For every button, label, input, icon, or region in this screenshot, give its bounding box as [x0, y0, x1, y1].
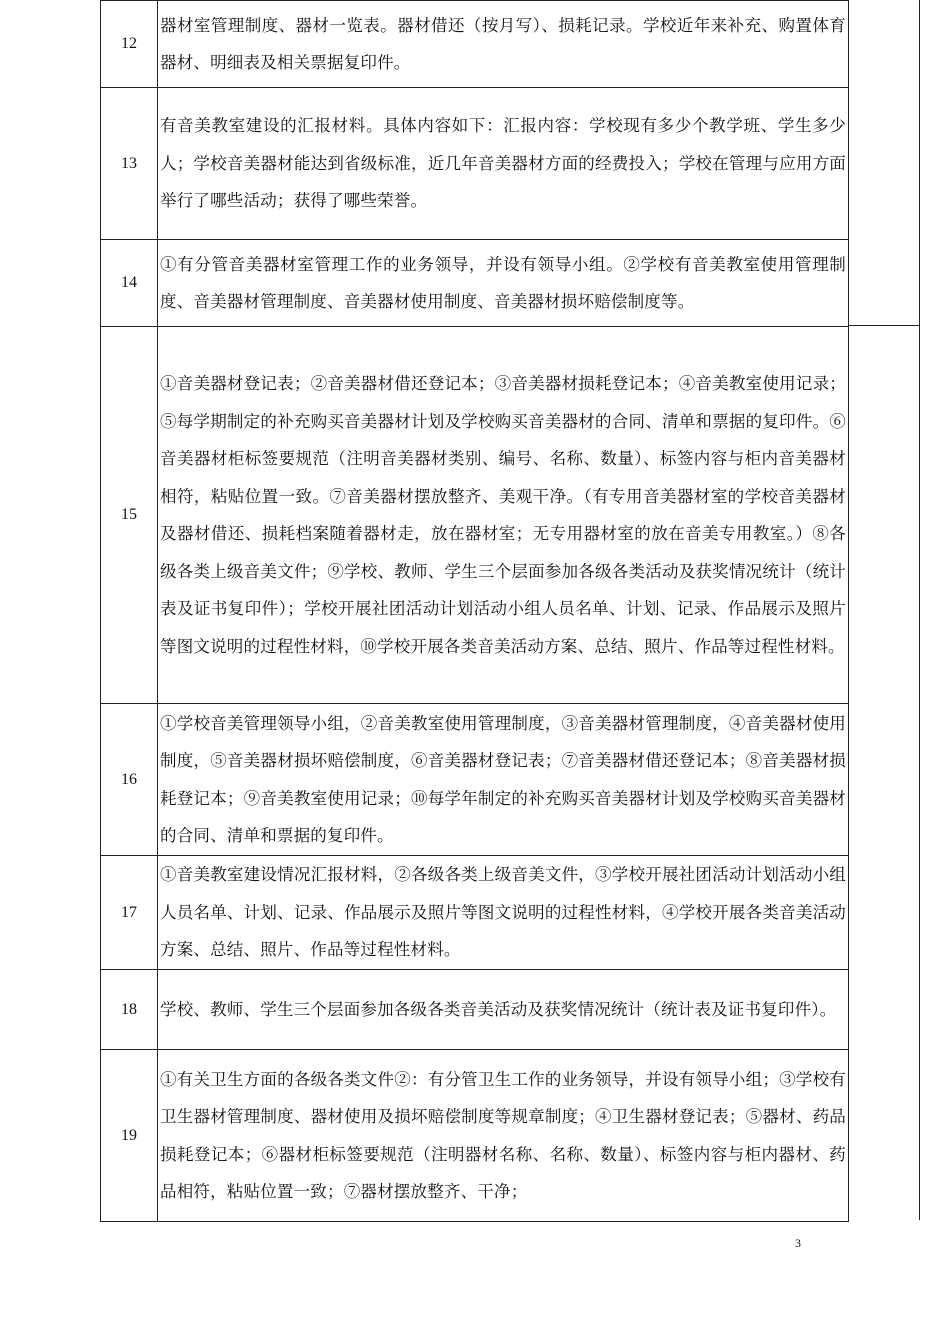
right-border-line — [919, 325, 920, 1220]
table-row — [101, 240, 849, 327]
row-number: 19 — [101, 1050, 158, 1222]
table-row — [101, 970, 849, 1050]
row-content: 学校、教师、学生三个层面参加各级各类音美活动及获奖情况统计（统计表及证书复印件）。 — [158, 970, 849, 1050]
row-number: 12 — [101, 1, 158, 88]
row-number: 14 — [101, 240, 158, 327]
row-content: 器材室管理制度、器材一览表。器材借还（按月写）、损耗记录。学校近年来补充、购置体育器材、明细表及相关票据复印件。 — [158, 1, 849, 88]
row-content: ①音美器材登记表；②音美器材借还登记本；③音美器材损耗登记本；④音美教室使用记录；⑤每学期制定的补充购买音美器材计划及学校购买音美器材的合同、清单和票据的复印件。⑥音美器材柜标签要规范（注明音美器材类别、编号、名称、数量）、标签内容与柜内音美器材相符，粘贴位置一致。⑦音美器材摆放整齐、美观干净。（有专用音美器材室的学校音美器材及器材借还、损耗档案随着器材走，放在器材室；无专用器材室的放在音美专用教室。）⑧各级各类上级音美文件；⑨学校、教师、学生三个层面参加各级各类活动及获奖情况统计（统计表及证书复印件）；学校开展社团活动计划活动小组人员名单、计划、记录、作品展示及照片等图文说明的过程性材料，⑩学校开展各类音美活动方案、总结、照片、作品等过程性材料。 — [158, 327, 849, 704]
row-number: 16 — [101, 704, 158, 856]
row-content: ①音美教室建设情况汇报材料，②各级各类上级音美文件，③学校开展社团活动计划活动小组人员名单、计划、记录、作品展示及照片等图文说明的过程性材料，④学校开展各类音美活动方案、总结、照片、作品等过程性材料。 — [158, 856, 849, 970]
table-row — [101, 856, 849, 970]
table-row — [101, 1, 849, 88]
row-content: 有音美教室建设的汇报材料。具体内容如下：汇报内容：学校现有多少个教学班、学生多少人；学校音美器材能达到省级标准，近几年音美器材方面的经费投入；学校在管理与应用方面举行了哪些活动；获得了哪些荣誉。 — [158, 88, 849, 240]
row-content: ①有关卫生方面的各级各类文件②：有分管卫生工作的业务领导，并设有领导小组；③学校有卫生器材管理制度、器材使用及损坏赔偿制度等规章制度；④卫生器材登记表；⑤器材、药品损耗登记本；⑥器材柜标签要规范（注明器材名称、名称、数量）、标签内容与柜内器材、药品相符，粘贴位置一致；⑦器材摆放整齐、干净； — [158, 1050, 849, 1222]
right-border-line — [919, 0, 920, 325]
row-content: ①学校音美管理领导小组，②音美教室使用管理制度，③音美器材管理制度，④音美器材使用制度，⑤音美器材损坏赔偿制度，⑥音美器材登记表；⑦音美器材借还登记本；⑧音美器材损耗登记本；⑨音美教室使用记录；⑩每学年制定的补充购买音美器材计划及学校购买音美器材的合同、清单和票据的复印件。 — [158, 704, 849, 856]
requirements-table — [100, 0, 849, 1222]
table-row — [101, 327, 849, 704]
row-content: ①有分管音美器材室管理工作的业务领导，并设有领导小组。②学校有音美教室使用管理制度、音美器材管理制度、音美器材使用制度、音美器材损坏赔偿制度等。 — [158, 240, 849, 327]
page-number: 3 — [795, 1236, 801, 1250]
table-row — [101, 1050, 849, 1222]
row-number: 17 — [101, 856, 158, 970]
table-row — [101, 88, 849, 240]
table-row — [101, 704, 849, 856]
row-number: 13 — [101, 88, 158, 240]
row-number: 15 — [101, 327, 158, 704]
row-divider-extension — [848, 325, 920, 326]
row-number: 18 — [101, 970, 158, 1050]
